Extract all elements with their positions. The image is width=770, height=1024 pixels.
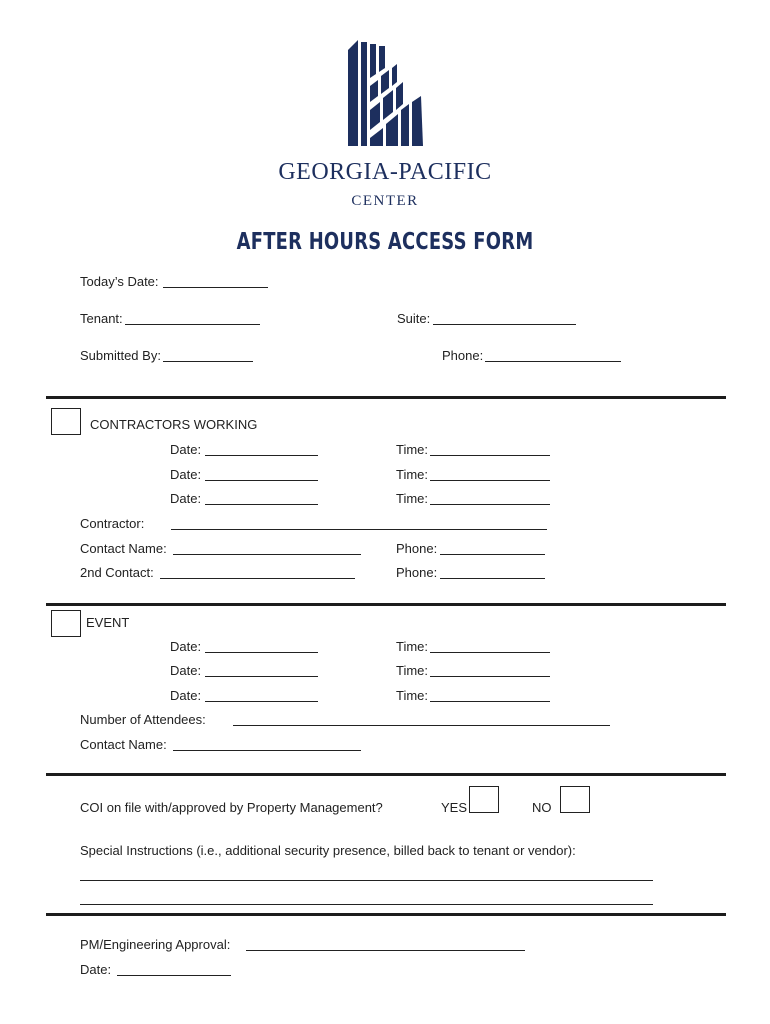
section-divider xyxy=(46,603,726,606)
contractor-date-label: Date: xyxy=(170,467,202,482)
attendees-label: Number of Attendees: xyxy=(80,712,206,727)
event-time-label: Time: xyxy=(396,688,429,703)
contractor-date-field[interactable] xyxy=(205,480,318,481)
tenant-label: Tenant: xyxy=(80,311,123,326)
contractor-time-field[interactable] xyxy=(430,504,550,505)
contractor-time-field[interactable] xyxy=(430,455,550,456)
coi-yes-checkbox[interactable] xyxy=(469,786,499,813)
contractor-time-field[interactable] xyxy=(430,480,550,481)
special-instructions-field[interactable] xyxy=(80,904,653,905)
section-divider xyxy=(46,773,726,776)
suite-label: Suite: xyxy=(397,311,431,326)
event-time-field[interactable] xyxy=(430,701,550,702)
phone-label: Phone: xyxy=(442,348,484,363)
brand-name: GEORGIA-PACIFIC xyxy=(278,159,492,185)
event-date-field[interactable] xyxy=(205,676,318,677)
section-divider xyxy=(46,913,726,916)
submitted-by-label: Submitted By: xyxy=(80,348,161,363)
contact-phone-label: Phone: xyxy=(396,541,438,556)
approval-date-label: Date: xyxy=(80,962,112,977)
second-contact-field[interactable] xyxy=(160,578,355,579)
event-contact-name-label: Contact Name: xyxy=(80,737,167,752)
event-date-label: Date: xyxy=(170,663,202,678)
approval-date-field[interactable] xyxy=(117,975,231,976)
event-heading: EVENT xyxy=(86,615,130,630)
event-date-label: Date: xyxy=(170,688,202,703)
contractor-label: Contractor: xyxy=(80,516,145,531)
pm-approval-label: PM/Engineering Approval: xyxy=(80,937,231,952)
todays-date-field[interactable] xyxy=(163,287,268,288)
submitted-by-field[interactable] xyxy=(163,361,253,362)
event-date-label: Date: xyxy=(170,639,202,654)
todays-date-label: Today’s Date: xyxy=(80,274,159,289)
contractor-time-label: Time: xyxy=(396,467,429,482)
contractors-checkbox[interactable] xyxy=(51,408,81,435)
georgia-pacific-logo-icon xyxy=(343,38,427,148)
event-contact-name-field[interactable] xyxy=(173,750,361,751)
event-date-field[interactable] xyxy=(205,701,318,702)
section-divider xyxy=(46,396,726,399)
contractor-field[interactable] xyxy=(171,529,547,530)
contact-phone-field[interactable] xyxy=(440,554,545,555)
second-contact-phone-label: Phone: xyxy=(396,565,438,580)
contractor-time-label: Time: xyxy=(396,442,429,457)
suite-field[interactable] xyxy=(433,324,576,325)
phone-field[interactable] xyxy=(485,361,621,362)
second-contact-label: 2nd Contact: xyxy=(80,565,154,580)
event-time-field[interactable] xyxy=(430,652,550,653)
event-time-field[interactable] xyxy=(430,676,550,677)
contact-name-field[interactable] xyxy=(173,554,361,555)
coi-no-checkbox[interactable] xyxy=(560,786,590,813)
contractor-time-label: Time: xyxy=(396,491,429,506)
event-time-label: Time: xyxy=(396,639,429,654)
second-contact-phone-field[interactable] xyxy=(440,578,545,579)
attendees-field[interactable] xyxy=(233,725,610,726)
pm-approval-field[interactable] xyxy=(246,950,525,951)
contractor-date-field[interactable] xyxy=(205,455,318,456)
tenant-field[interactable] xyxy=(125,324,260,325)
coi-question: COI on file with/approved by Property Management? xyxy=(80,800,383,815)
brand-subtitle: CENTER xyxy=(351,193,419,209)
event-date-field[interactable] xyxy=(205,652,318,653)
event-time-label: Time: xyxy=(396,663,429,678)
contractor-date-label: Date: xyxy=(170,491,202,506)
contact-name-label: Contact Name: xyxy=(80,541,167,556)
contractor-date-field[interactable] xyxy=(205,504,318,505)
form-title: AFTER HOURS ACCESS FORM xyxy=(236,229,534,255)
coi-yes-label: YES xyxy=(441,800,468,815)
special-instructions-label: Special Instructions (i.e., additional security presence, billed back to tenant or vendor): xyxy=(80,843,576,858)
contractor-date-label: Date: xyxy=(170,442,202,457)
coi-no-label: NO xyxy=(532,800,552,815)
event-checkbox[interactable] xyxy=(51,610,81,637)
special-instructions-field[interactable] xyxy=(80,880,653,881)
contractors-heading: CONTRACTORS WORKING xyxy=(90,417,258,432)
